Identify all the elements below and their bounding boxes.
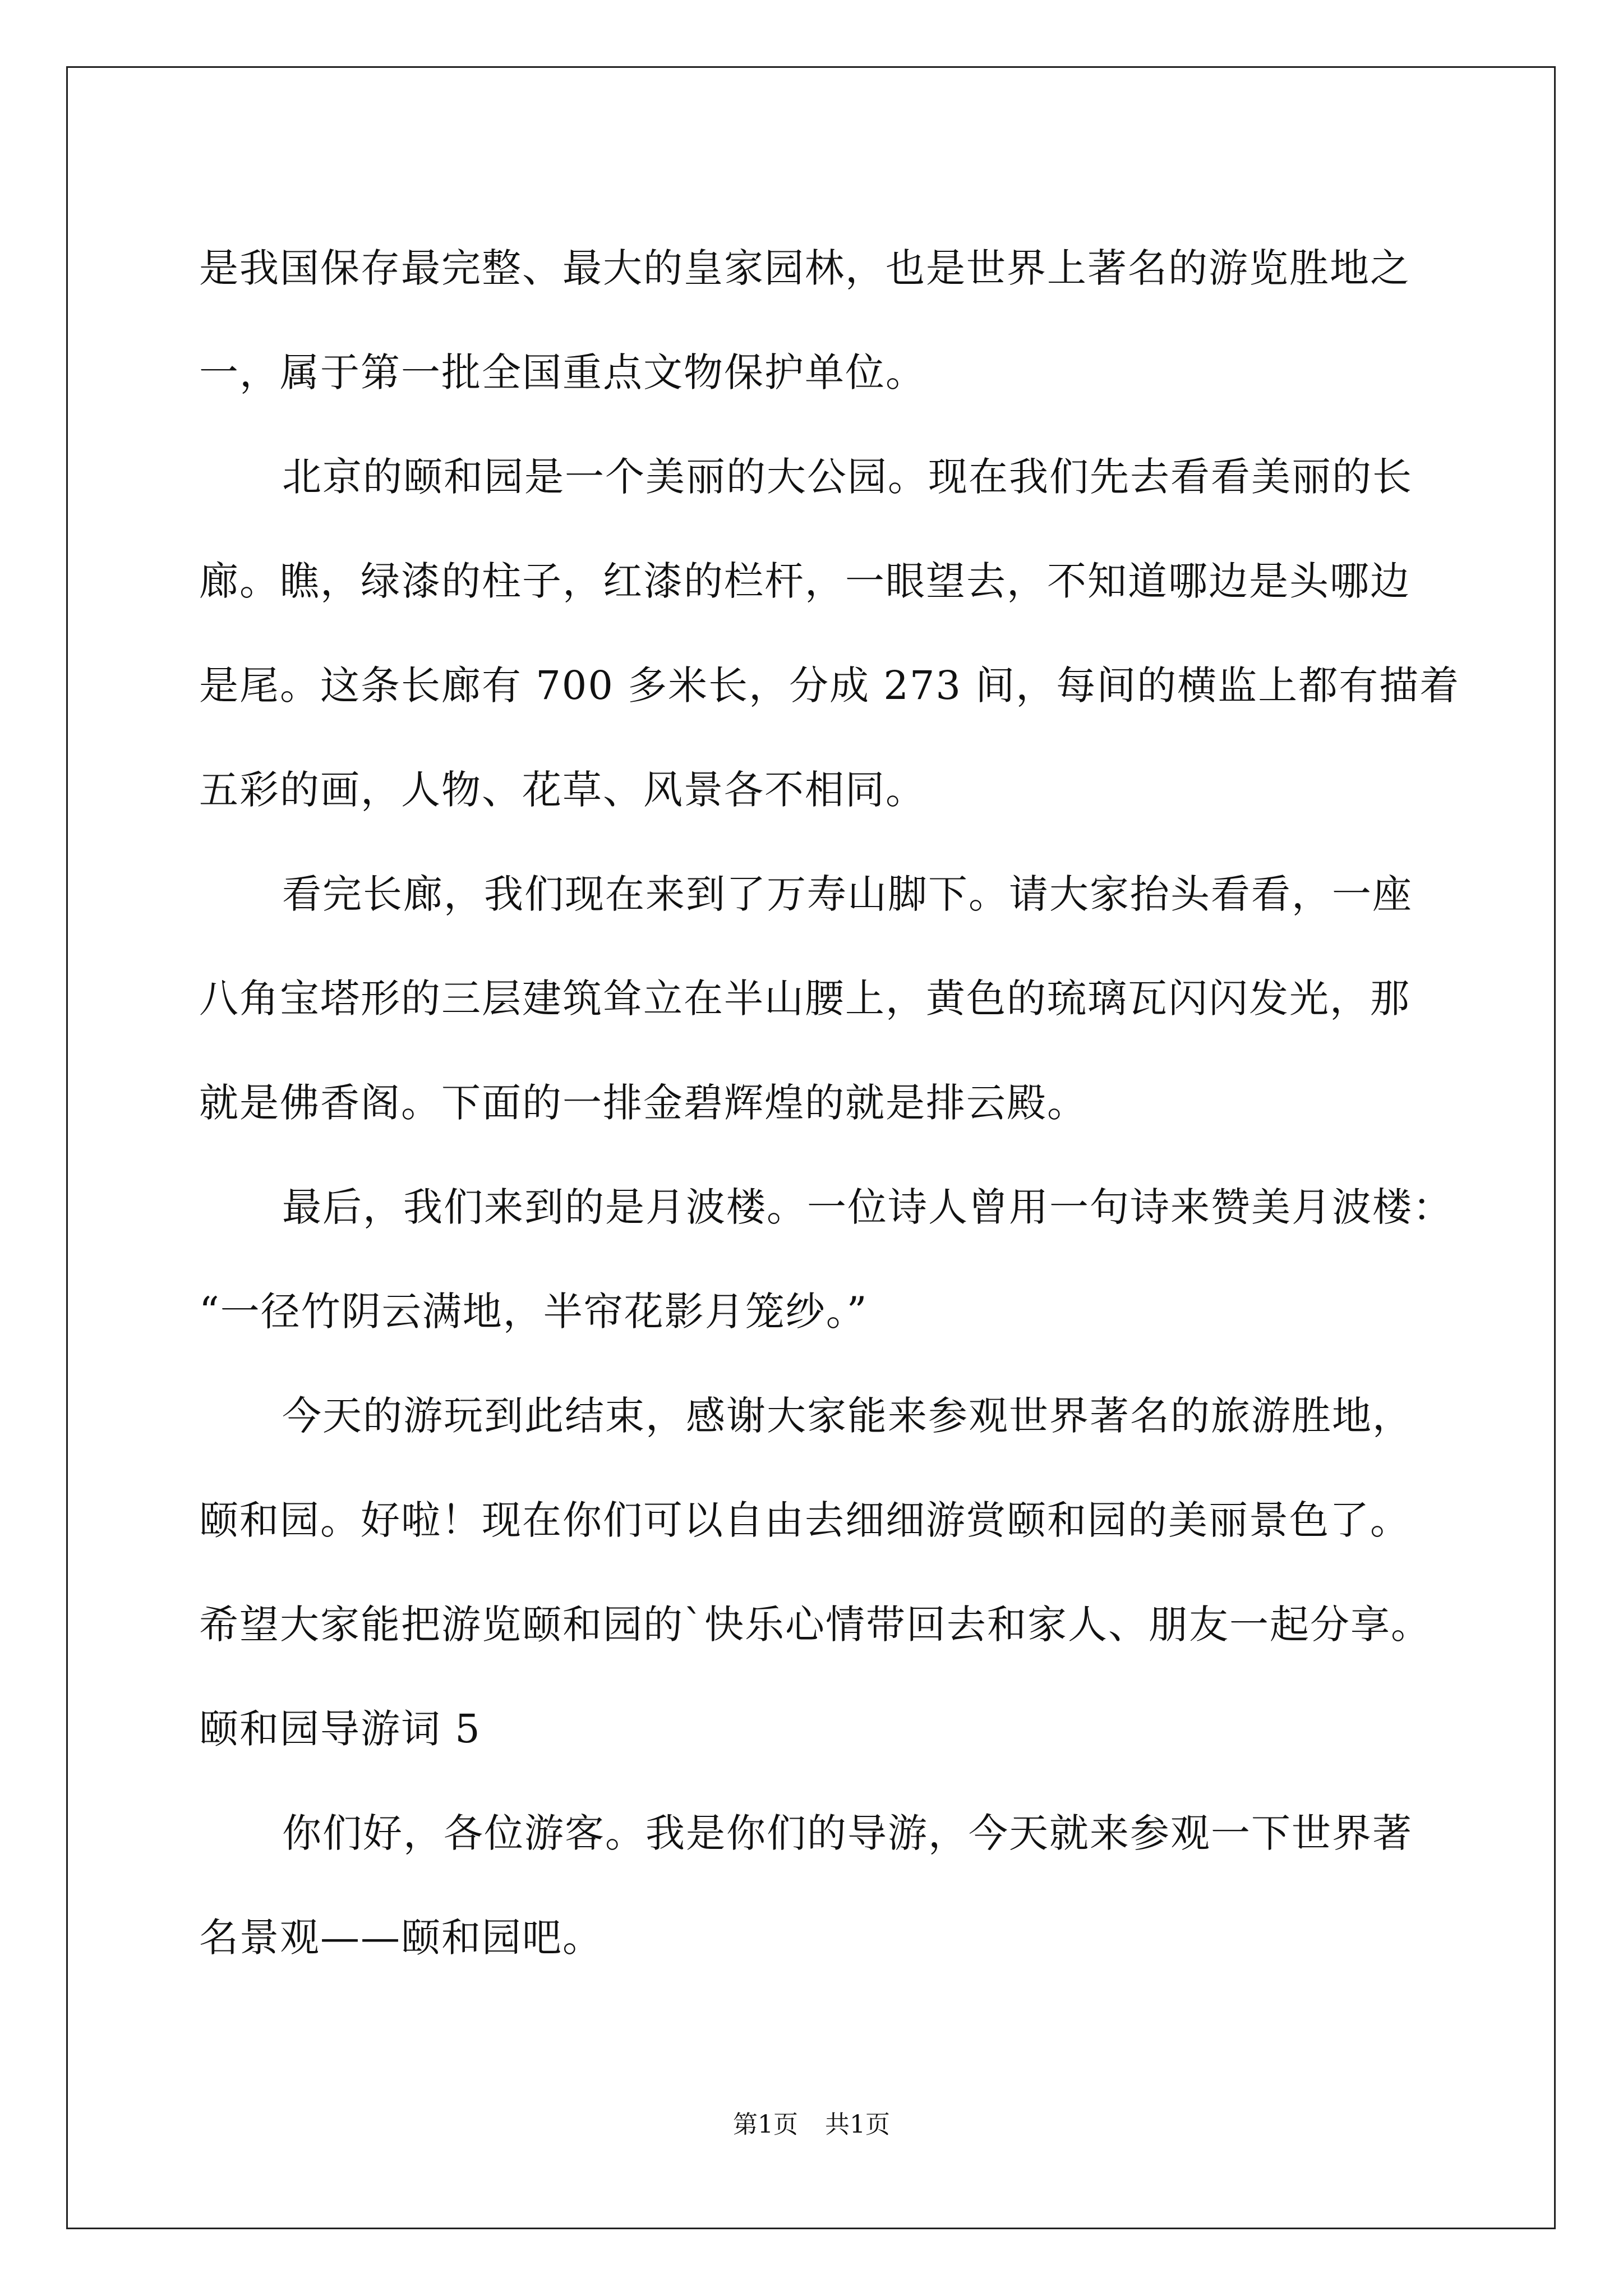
page-total: 共1页: [825, 2110, 890, 2139]
page-footer: [0, 2108, 1623, 2142]
page-number: 第1页: [733, 2110, 798, 2139]
text-line: 八角宝塔形的三层建筑耸立在半山腰上，黄色的琉璃瓦闪闪发光，那: [199, 976, 1410, 1022]
text-line: 颐和园。好啦！现在你们可以自由去细细游赏颐和园的美丽景色了。: [199, 1497, 1410, 1543]
paragraph-start-line: 看完长廊，我们现在来到了万寿山脚下。请大家抬头看看，一座: [282, 871, 1413, 917]
paragraph-start-line: 你们好，各位游客。我是你们的导游，今天就来参观一下世界著: [282, 1810, 1413, 1856]
text-line: 希望大家能把游览颐和园的`快乐心情带回去和家人、朋友一起分享。: [199, 1602, 1431, 1648]
text-line: 是我国保存最完整、最大的皇家园林，也是世界上著名的游览胜地之: [199, 245, 1410, 291]
text-line: “一径竹阴云满地，半帘花影月笼纱。”: [199, 1289, 868, 1335]
paragraph-start-line: 今天的游玩到此结束，感谢大家能来参观世界著名的旅游胜地，: [282, 1393, 1413, 1439]
text-line: 廊。瞧，绿漆的柱子，红漆的栏杆，一眼望去，不知道哪边是头哪边: [199, 558, 1410, 604]
section-heading: 颐和园导游词 5: [199, 1706, 481, 1752]
text-line: 五彩的画，人物、花草、风景各不相同。: [199, 767, 926, 813]
document-body: [199, 216, 1460, 1990]
text-line: 就是佛香阁。下面的一排金碧辉煌的就是排云殿。: [199, 1080, 1087, 1126]
paragraph-start-line: 最后，我们来到的是月波楼。一位诗人曾用一句诗来赞美月波楼：: [282, 1184, 1453, 1230]
paragraph-start-line: 北京的颐和园是一个美丽的大公园。现在我们先去看看美丽的长: [282, 454, 1413, 500]
text-line: 是尾。这条长廊有 700 多米长，分成 273 间，每间的横监上都有描着: [199, 662, 1460, 708]
text-line: 一，属于第一批全国重点文物保护单位。: [199, 349, 926, 395]
text-line: 名景观——颐和园吧。: [199, 1915, 603, 1961]
